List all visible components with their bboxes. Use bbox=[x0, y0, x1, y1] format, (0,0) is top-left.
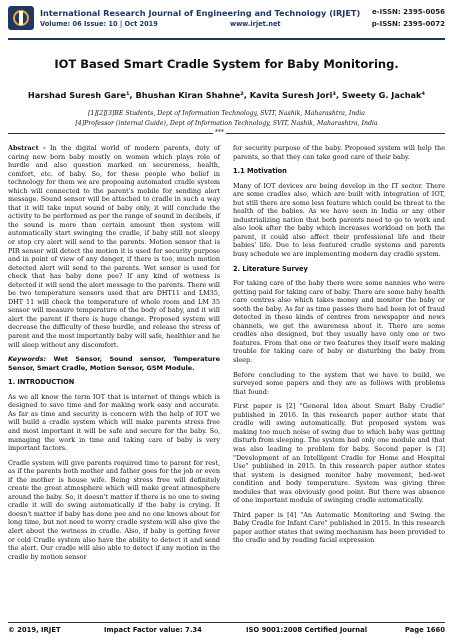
paper-title: IOT Based Smart Cradle System for Baby Monitoring. bbox=[54, 57, 399, 71]
affiliation-guide: [4]Professor (internal Guide), Dept of Information Technology, SVIT, Nashik, Maharashtra, India bbox=[75, 120, 378, 127]
separator-stars: *** bbox=[215, 129, 224, 136]
irjet-logo-icon bbox=[8, 6, 34, 30]
footer-page-number: Page 1660 bbox=[404, 626, 445, 634]
paper-authors: Harshad Suresh Gare¹, Bhushan Kiran Shahne², Kavita Suresh Jori³, Sweety G. Jachak⁴ bbox=[27, 90, 426, 100]
affiliation-students: [1][2][3]BE Students, Dept of Information Technology, SVIT, Nashik, Maharashtra, India bbox=[88, 110, 365, 117]
journal-name: International Research Journal of Engineering and Technology (IRJET) bbox=[40, 8, 361, 18]
pissn: p-ISSN: 2395-0072 bbox=[371, 20, 445, 28]
abstract-text: In the digital world of modern parents, duty of caring new born baby mostly on women which plays role of hurdle and also question marked on secureness, health, comfort, etc. of baby. So, for these people who belief in technology for them we are proposing automated cradle system which will connected to the parent's mobile for sending alert message. Sound sensor will be attached to cradle in such a way that it will take input sound of baby only, it will conclude the activity to be performed as per the range of sound in decibels, if the sound is more than certain amount then system will automatically start swinging the cradle, if baby still not sleepy or stop cry alert will send to the parents. Motion sensor that is PIR sensor will detect the motion it is used for security purpose and in point of view of any danger, if there is too, much motion detected alert will send to the parents. Wet sensor is used for check that has baby done pee? If any kind of wetness is detected it will send the alert message to the parents. There will be two temperature sensors used that are DHT11 and LM35, DHT 11 will check the temperature of whole room and LM 35 sensor will measure temperature of the body of baby, and it will alert the parent if there is huge change. Proposed system will decrease the difficulty of these hurdle, and release the stress of parent and the most importantly baby will safe, healthier and he will sleep without any discomfort. bbox=[8, 144, 220, 349]
literature-paragraph-3: First paper is [2] "General Idea about Smart Baby Cradle" published in 2016. In this research paper author state that cradle will swing automatically. But proposed system was making too much noise of swing due to which baby was getting disturb from sleeping. The system had only one module and that was also leading to problem for baby. Second paper is [3] "Development of an Intelligent Cradle for Home and Hospital Use" published in 2015. In this research paper author states that system is designed monitor baby movement, bed-wet condition and body temperature. System was giving three modules that was obviously good point. But there was absence of one important module of swinging cradle automatically. bbox=[233, 402, 445, 505]
footer-impact-factor: Impact Factor value: 7.34 bbox=[104, 626, 202, 634]
header-divider bbox=[8, 38, 445, 40]
literature-paragraph-2: Before concluding to the system that we have to build, we surveyed some papers and they are as follows with problems that found: bbox=[233, 370, 445, 396]
footer-copyright: © 2019, IRJET bbox=[8, 626, 61, 634]
journal-url[interactable]: www.irjet.net bbox=[230, 20, 281, 28]
footer-iso: ISO 9001:2008 Certified Journal bbox=[246, 626, 368, 634]
footer-divider bbox=[8, 622, 445, 623]
literature-paragraph-4: Third paper is [4] "An Automatic Monitoring and Swing the Baby Cradle for Infant Care" published in 2015. In this research paper author states that swing mechanism has been provided to the cradle and by reading facial expression bbox=[233, 510, 445, 545]
motivation-heading: 1.1 Motivation bbox=[233, 167, 287, 176]
intro-paragraph-2: Cradle system will give parents required time to parent for rest, as if the parents both mother and father goes for the job or even if the mother is house wife. Being stress free will definitely create the great atmosphere which will make great atmosphere around the baby. So, it doesn't matter if there is no one to swing cradle it will do swing automatically if the baby is crying. It doesn't matter if baby has done pee and no one knows about for long time, but not need to worry cradle system will also give the alert about the wetness in cradle. Also, if baby is getting fever or cold Cradle system also have the ability to detect it and send the alert. Our cradle will also able to detect if any motion in the cradle by motion sensor bbox=[8, 458, 220, 561]
abstract-label: Abstract - bbox=[8, 144, 46, 152]
abstract bbox=[8, 144, 220, 349]
left-column bbox=[8, 144, 220, 567]
journal-header bbox=[8, 6, 445, 36]
intro-paragraph-3: for security purpose of the baby. Proposed system will help the parents, so that they can take good care of their baby. bbox=[233, 144, 445, 161]
section-separator bbox=[8, 129, 445, 136]
literature-heading: 2. Literature Survey bbox=[233, 264, 308, 273]
literature-paragraph-1: For taking care of the baby there were some nannies who were getting paid for taking care of baby. There are some baby health care centres also which takes money and monitor the baby or sooth the baby. As far as time passes there had been lot of fraud detected in these kinds of centres from newspaper and news channels, we get the awareness about it. There are some cradles also designed, but they usually have only one or two features. From that one or two features they itself were making trouble for taking care of baby or disturbing the baby from sleep. bbox=[233, 279, 445, 365]
intro-paragraph-1: As we all know the term IOT that is internet of things which is designed to save time and for making work easy and accurate. As far as time and security is concern with the help of IOT we will build a cradle system which will make parents stress free and most important it will be safe and secure for the baby. So, managing the work in time and taking care of baby is very important factors. bbox=[8, 392, 220, 453]
motivation-paragraph: Many of IOT devices are being develop in the IT sector. There are some cradles also, which are built with integration of IOT, but still there are some less feature which could be threat to the health of the babies. As we have seen in India or any other industrializing nation that both parents need to go to work and also look after the baby which increases workload on both the parent, it could also affect their professional life and their babies' life. Due to less featured cradle systems and parents busy schedule we are implementing modern day cradle system. bbox=[233, 181, 445, 259]
keywords-text: Wet Sensor, Sound sensor, Temperature Sensor, Smart Cradle, Motion Sensor, GSM Module. bbox=[8, 355, 220, 372]
keywords bbox=[8, 355, 220, 372]
intro-heading: 1. INTRODUCTION bbox=[8, 378, 75, 387]
journal-volume: Volume: 06 Issue: 10 | Oct 2019 bbox=[40, 20, 158, 28]
keywords-label: Keywords: bbox=[8, 355, 47, 364]
eissn: e-ISSN: 2395-0056 bbox=[372, 8, 445, 16]
right-column bbox=[233, 144, 445, 551]
